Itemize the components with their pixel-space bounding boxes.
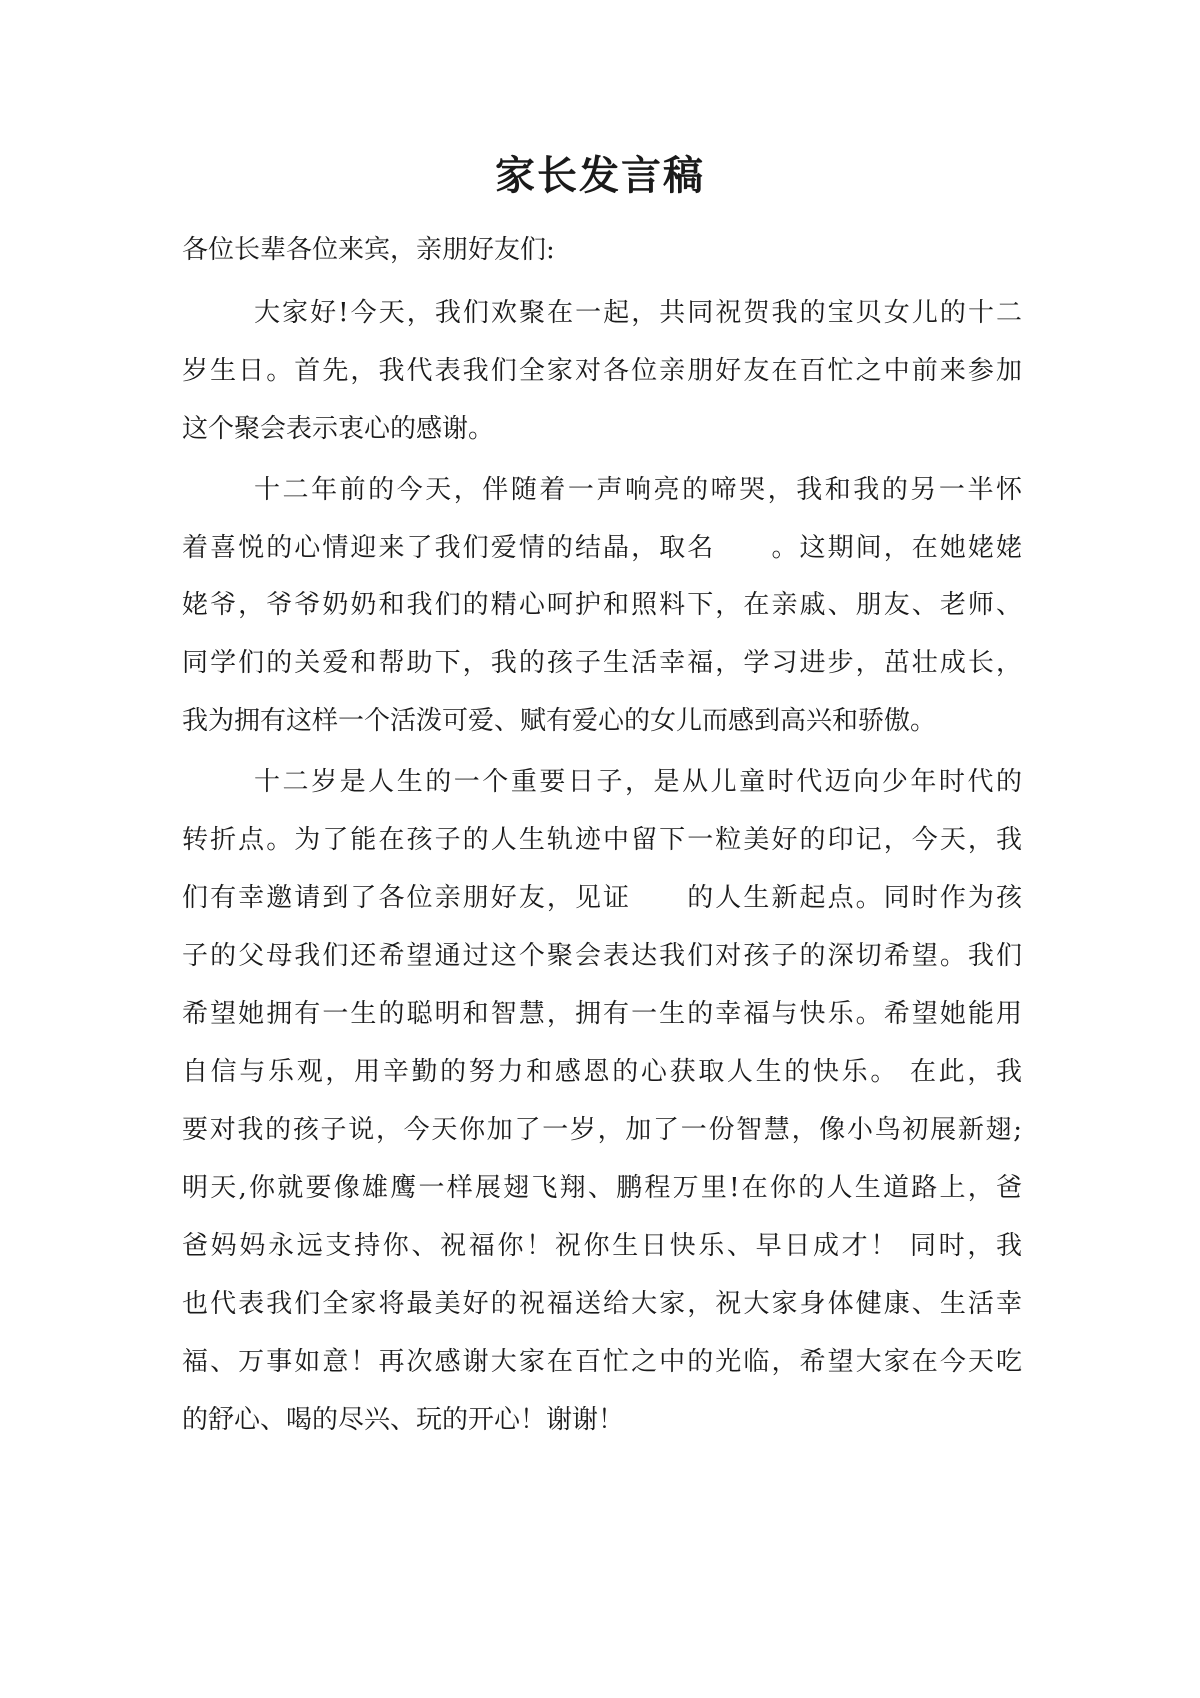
paragraph-line: 爸妈妈永远支持你、祝福你！祝你生日快乐、早日成才！ 同时，我 xyxy=(182,1231,1022,1261)
paragraph-line: 明天,你就要像雄鹰一样展翅飞翔、鹏程万里!在你的人生道路上，爸 xyxy=(182,1173,1022,1203)
paragraph-line: 同学们的关爱和帮助下，我的孩子生活幸福，学习进步，茁壮成长， xyxy=(182,648,1022,678)
paragraph-line: 十二岁是人生的一个重要日子，是从儿童时代迈向少年时代的 xyxy=(254,767,1022,797)
paragraph-line: 着喜悦的心情迎来了我们爱情的结晶，取名 。这期间，在她姥姥 xyxy=(182,533,1022,563)
paragraph-line: 姥爷，爷爷奶奶和我们的精心呵护和照料下，在亲戚、朋友、老师、 xyxy=(182,590,1022,620)
paragraph-line: 十二年前的今天，伴随着一声响亮的啼哭，我和我的另一半怀 xyxy=(254,475,1022,505)
paragraph-line: 希望她拥有一生的聪明和智慧，拥有一生的幸福与快乐。希望她能用 xyxy=(182,999,1022,1029)
paragraph-line: 自信与乐观，用辛勤的努力和感恩的心获取人生的快乐。 在此，我 xyxy=(182,1057,1022,1087)
paragraph-line: 子的父母我们还希望通过这个聚会表达我们对孩子的深切希望。我们 xyxy=(182,941,1022,971)
paragraph-line: 大家好!今天，我们欢聚在一起，共同祝贺我的宝贝女儿的十二 xyxy=(254,298,1022,328)
paragraph-line: 这个聚会表示衷心的感谢。 xyxy=(182,414,495,444)
paragraph-line: 福、万事如意！再次感谢大家在百忙之中的光临，希望大家在今天吃 xyxy=(182,1347,1022,1377)
paragraph-line: 转折点。为了能在孩子的人生轨迹中留下一粒美好的印记，今天，我 xyxy=(182,825,1022,855)
paragraph-line: 的舒心、喝的尽兴、玩的开心！谢谢！ xyxy=(182,1405,625,1435)
paragraph-line: 要对我的孩子说，今天你加了一岁，加了一份智慧，像小鸟初展新翅; xyxy=(182,1115,1022,1145)
paragraph-line: 也代表我们全家将最美好的祝福送给大家，祝大家身体健康、生活幸 xyxy=(182,1289,1022,1319)
paragraph-line: 我为拥有这样一个活泼可爱、赋有爱心的女儿而感到高兴和骄傲。 xyxy=(182,706,937,736)
salutation-line: 各位长辈各位来宾，亲朋好友们: xyxy=(182,235,555,265)
paragraph-line: 岁生日。首先，我代表我们全家对各位亲朋好友在百忙之中前来参加 xyxy=(182,356,1022,386)
document-title: 家长发言稿 xyxy=(495,152,705,199)
paragraph-line: 们有幸邀请到了各位亲朋好友，见证 的人生新起点。同时作为孩 xyxy=(182,883,1022,913)
